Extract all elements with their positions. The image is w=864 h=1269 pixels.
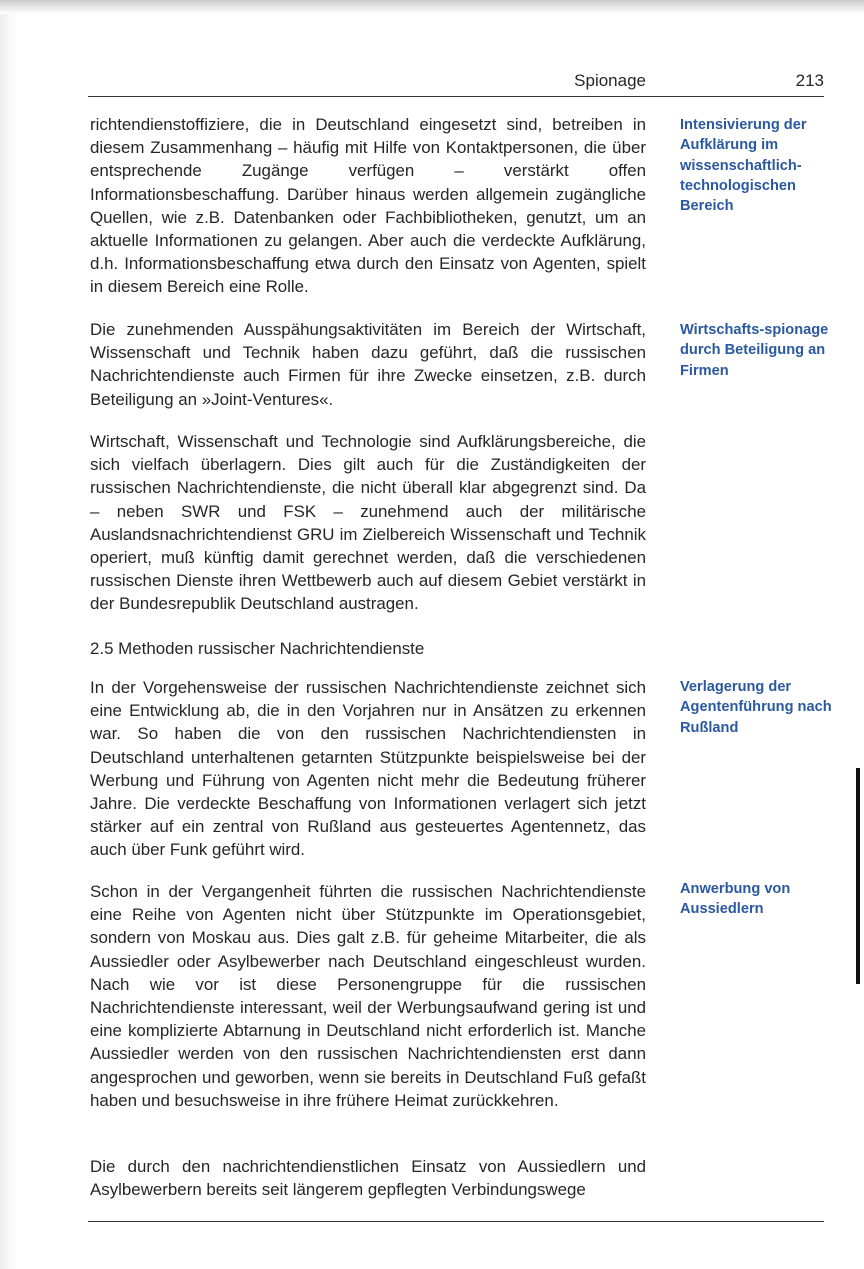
scan-top-shadow — [0, 0, 864, 14]
section-heading: 2.5 Methoden russischer Nachrichtendienste — [90, 639, 425, 658]
page-edge-mark — [856, 768, 860, 984]
page-number: 213 — [795, 71, 824, 90]
body-paragraph-4: In der Vorgehensweise der russischen Nachrichtendienste zeichnet sich eine Entwicklung ab, die in den Vorjahren nur in Ansätzen zu erkennen war. So haben die von den russischen Nachrichtendiensten in Deutschland unterhaltenen getarnten Stützpunkte beispielsweise bei der Werbung und Führung von Agenten nicht mehr die Bedeutung früherer Jahre. Die verdeckte Beschaffung von Informationen verlagert sich jetzt stärker auf ein zentral von Rußland aus gesteuertes Agentennetz, das auch über Funk geführt wird. — [90, 678, 646, 860]
scan-left-edge — [0, 14, 18, 1269]
margin-note-3: Verlagerung der Agentenführung nach Rußland — [680, 679, 832, 736]
body-paragraph-3: Wirtschaft, Wissenschaft und Technologie sind Aufklärungsbereiche, die sich vielfach überlagern. Dies gilt auch für die Zuständigkeiten der russischen Nachrichtendienste, die nicht überall klar abgegrenzt sind. Da – neben SWR und FSK – zunehmend auch der militärische Auslandsnachrichtendienst GRU im Zielbereich Wissenschaft und Technik operiert, muß künftig damit gerechnet werden, daß die verschiedenen russischen Dienste ihren Wettbewerb auch auf diesem Gebiet verstärkt in der Bundesrepublik Deutschland austragen. — [90, 432, 646, 614]
margin-note-4: Anwerbung von Aussiedlern — [680, 881, 791, 918]
body-paragraph-2: Die zunehmenden Ausspähungsaktivitäten im Bereich der Wirtschaft, Wissenschaft und Technik haben dazu geführt, daß die russischen Nachrichtendienste auch Firmen für ihre Zwecke einsetzen, z.B. durch Beteiligung an »Joint-Ventures«. — [90, 320, 646, 409]
header-rule — [88, 96, 824, 97]
margin-note-1: Intensivierung der Aufklärung im wissenschaftlich-technologischen Bereich — [680, 117, 807, 215]
footer-rule — [88, 1221, 824, 1222]
body-paragraph-1: richtendienstoffiziere, die in Deutschland eingesetzt sind, betreiben in diesem Zusammenhang – häufig mit Hilfe von Kontaktpersonen, die über entsprechende Zugänge verfügen – verstärkt offen Informationsbeschaffung. Darüber hinaus werden allgemein zugängliche Quellen, wie z.B. Datenbanken oder Fachbibliotheken, genutzt, um an aktuelle Informationen zu gelangen. Aber auch die verdeckte Aufklärung, d.h. Informationsbeschaffung etwa durch den Einsatz von Agenten, spielt in diesem Bereich eine Rolle. — [90, 115, 646, 297]
margin-note-2: Wirtschafts-spionage durch Beteiligung an Firmen — [680, 322, 829, 379]
body-paragraph-6: Die durch den nachrichtendienstlichen Einsatz von Aussiedlern und Asylbewerbern bereits seit längerem gepflegten Verbindungswege — [90, 1157, 646, 1200]
running-header-title: Spionage — [574, 71, 646, 90]
body-paragraph-5: Schon in der Vergangenheit führten die russischen Nachrichtendienste eine Reihe von Agenten nicht über Stützpunkte im Operationsgebiet, sondern von Moskau aus. Dies galt z.B. für geheime Mitarbeiter, die als Aussiedler oder Asylbewerber nach Deutschland eingeschleust wurden. Nach wie vor ist diese Personengruppe für die russischen Nachrichtendienste interessant, weil der Werbungsaufwand gering ist und eine komplizierte Abtarnung in Deutschland nicht erforderlich ist. Manche Aussiedler werden von den russischen Nachrichtendiensten erst dann angesprochen und geworben, wenn sie bereits in Deutschland Fuß gefaßt haben und besuchsweise in ihre frühere Heimat zurückkehren. — [90, 882, 646, 1110]
